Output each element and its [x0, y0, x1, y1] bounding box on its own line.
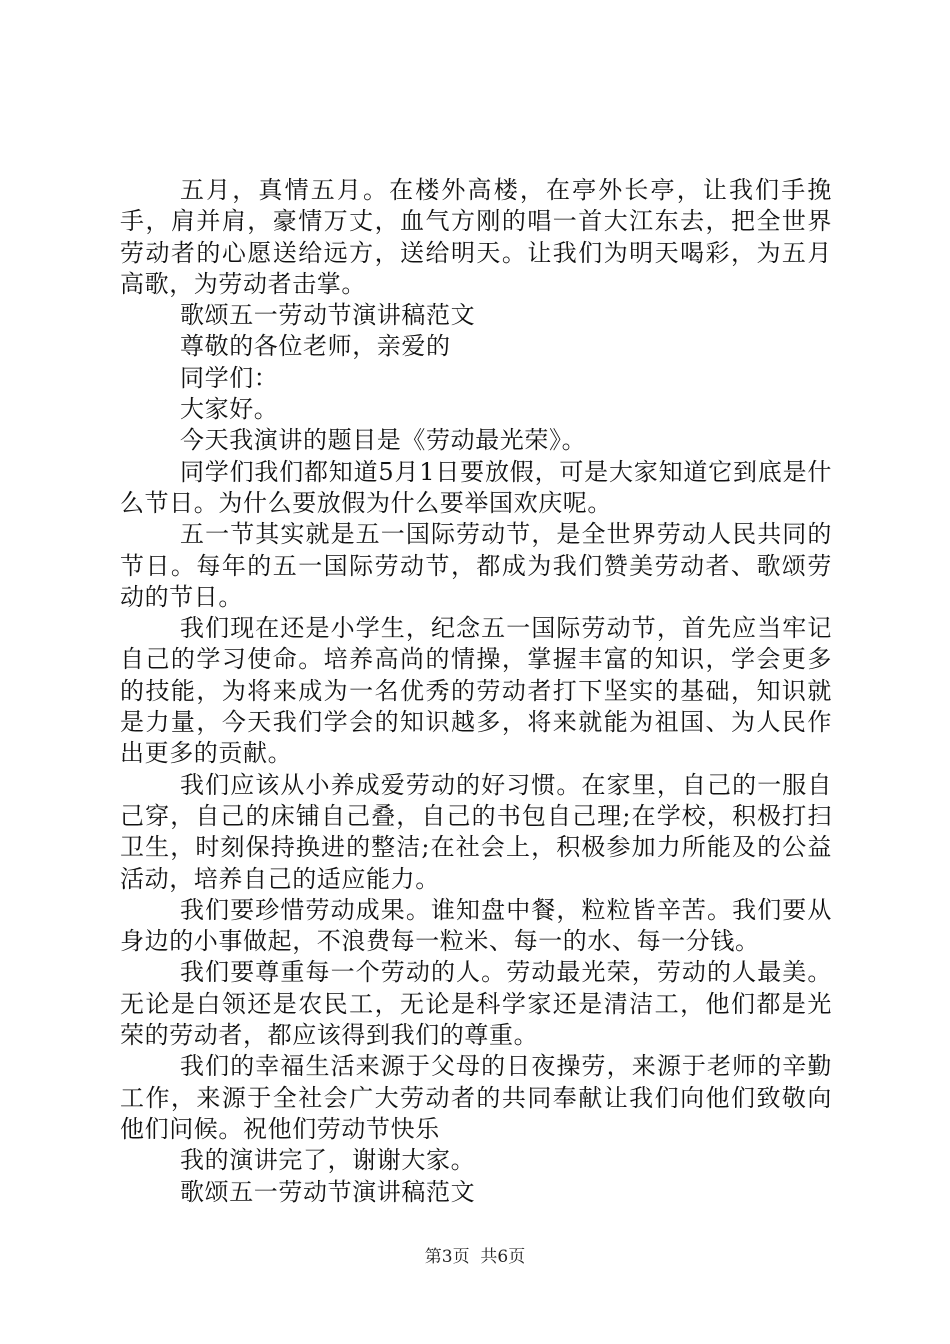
- paragraph: 我们要珍惜劳动成果。谁知盘中餐，粒粒皆辛苦。我们要从身边的小事做起，不浪费每一粒米、每一的水、每一分钱。: [120, 895, 832, 956]
- paragraph: 我们应该从小养成爱劳动的好习惯。在家里，自己的一服自己穿，自己的床铺自己叠，自己的书包自己理;在学校，积极打扫卫生，时刻保持换进的整洁;在社会上，积极参加力所能及的公益活动，培养自己的适应能力。: [120, 770, 832, 893]
- greeting-line: 大家好。: [180, 395, 279, 424]
- paragraph: 同学们我们都知道5月1日要放假，可是大家知道它到底是什么节日。为什么要放假为什么要举国欢庆呢。: [120, 457, 832, 517]
- salutation-line: 尊敬的各位老师，亲爱的: [180, 332, 451, 361]
- page-footer: [0, 1246, 950, 1268]
- page-number-label: 第3页 共6页: [424, 1247, 526, 1267]
- paragraph: 我们的幸福生活来源于父母的日夜操劳，来源于老师的辛勤工作，来源于全社会广大劳动者的共同奉献让我们向他们致敬向他们问候。祝他们劳动节快乐: [120, 1052, 832, 1143]
- salutation-line: 同学们：: [180, 363, 279, 392]
- paragraph: 五月，真情五月。在楼外高楼，在亭外长亭，让我们手挽手，肩并肩，豪情万丈，血气方刚的唱一首大江东去，把全世界劳动者的心愿送给远方，送给明天。让我们为明天喝彩，为五月高歌，为劳动者击掌。: [120, 176, 832, 298]
- document-body: [120, 175, 832, 1208]
- paragraph: 今天我演讲的题目是《劳动最光荣》。: [180, 426, 587, 455]
- paragraph: 我们要尊重每一个劳动的人。劳动最光荣，劳动的人最美。无论是白领还是农民工，无论是科学家还是清洁工，他们都是光荣的劳动者，都应该得到我们的尊重。: [120, 958, 832, 1050]
- section-heading: 歌颂五一劳动节演讲稿范文: [180, 1177, 476, 1206]
- paragraph: 五一节其实就是五一国际劳动节，是全世界劳动人民共同的节日。每年的五一国际劳动节，都成为我们赞美劳动者、歌颂劳动的节日。: [120, 520, 832, 611]
- paragraph: 我们现在还是小学生，纪念五一国际劳动节，首先应当牢记自己的学习使命。培养高尚的情操，掌握丰富的知识，学会更多的技能，为将来成为一名优秀的劳动者打下坚实的基础，知识就是力量，今天我们学会的知识越多，将来就能为祖国、为人民作出更多的贡献。: [120, 614, 832, 768]
- closing-line: 我的演讲完了，谢谢大家。: [180, 1146, 476, 1175]
- section-heading: 歌颂五一劳动节演讲稿范文: [180, 301, 476, 330]
